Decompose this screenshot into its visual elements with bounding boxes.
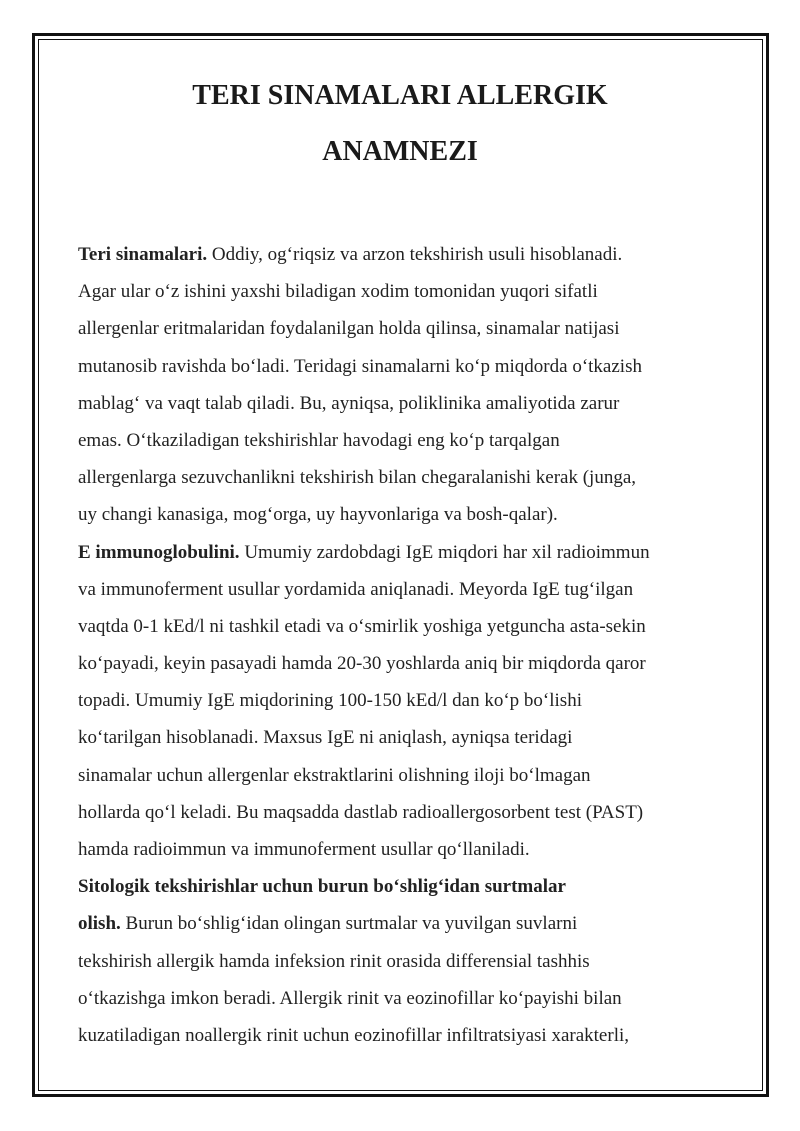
text-line (78, 310, 738, 347)
line-text: topadi. Umumiy IgE miqdorining 100-150 kEd/l dan ko‘p bo‘lishi (78, 690, 582, 712)
text-line (78, 794, 738, 831)
line-text: emas. O‘tkaziladigan tekshirishlar havodagi eng ko‘p tarqalgan (78, 429, 560, 451)
line-text: tekshirish allergik hamda infeksion rinit orasida differensial tashhis (78, 950, 590, 972)
line-text: sinamalar uchun allergenlar ekstraktlarini olishning iloji bo‘lmagan (78, 764, 591, 786)
text-line (78, 757, 738, 794)
line-text: Burun bo‘shlig‘idan olingan surtmalar va yuvilgan suvlarni (120, 913, 578, 935)
text-line (78, 1017, 738, 1054)
title-line-1: TERI SINAMALARI ALLERGIK (192, 80, 608, 111)
line-text: mablag‘ va vaqt talab qiladi. Bu, ayniqsa, poliklinika amaliyotida zarur (78, 392, 620, 414)
line-bold: Sitologik tekshirishlar uchun burun bo‘shlig‘idan surtmalar (78, 876, 566, 898)
line-text: mutanosib ravishda bo‘ladi. Teridagi sinamalarni ko‘p miqdorda o‘tkazish (78, 355, 642, 377)
text-line (78, 496, 738, 533)
text-line (78, 719, 738, 756)
line-text: Umumiy zardobdagi IgE miqdori har xil radioimmun (239, 541, 650, 563)
text-line (78, 905, 738, 942)
text-line (78, 348, 738, 385)
text-line (78, 980, 738, 1017)
line-bold: Teri sinamalari. (78, 244, 208, 265)
line-text: Agar ular o‘z ishini yaxshi biladigan xodim tomonidan yuqori sifatli (78, 281, 598, 303)
line-text: vaqtda 0-1 kEd/l ni tashkil etadi va o‘smirlik yoshiga yetguncha asta-sekin (78, 615, 646, 637)
line-bold: E immunoglobulini. (78, 541, 240, 563)
line-text: ko‘tarilgan hisoblanadi. Maxsus IgE ni aniqlash, ayniqsa teridagi (78, 727, 573, 749)
text-line (78, 571, 738, 608)
line-text: hamda radioimmun va immunoferment usullar qo‘llaniladi. (78, 839, 530, 860)
text-line (78, 385, 738, 422)
line-text: kuzatiladigan noallergik rinit uchun eozinofillar infiltratsiyasi xarakterli, (78, 1024, 629, 1046)
line-text: uy changi kanasiga, mog‘orga, uy hayvonlariga va bosh-qalar). (78, 504, 558, 526)
text-line (78, 236, 738, 273)
line-text: ko‘payadi, keyin pasayadi hamda 20-30 yoshlarda aniq bir miqdorda qaror (78, 653, 646, 675)
line-text: hollarda qo‘l keladi. Bu maqsadda dastlab radioallergosorbent test (PAST) (78, 801, 644, 823)
body-text (78, 236, 738, 1054)
text-line (78, 273, 738, 310)
line-text: va immunoferment usullar yordamida aniqlanadi. Meyorda IgE tug‘ilgan (78, 578, 634, 600)
text-line (78, 608, 738, 645)
text-line (78, 943, 738, 980)
text-line (78, 831, 738, 868)
text-line (78, 645, 738, 682)
page-title (40, 68, 760, 180)
line-text: Oddiy, og‘riqsiz va arzon tekshirish usuli hisoblanadi. (207, 244, 623, 265)
line-bold: olish. (78, 913, 121, 935)
text-line (78, 459, 738, 496)
title-line-2: ANAMNEZI (322, 136, 478, 167)
text-line (78, 868, 738, 905)
line-text: allergenlarga sezuvchanlikni tekshirish bilan chegaralanishi kerak (junga, (78, 467, 637, 489)
text-line (78, 422, 738, 459)
text-line (78, 534, 738, 571)
line-text: allergenlar eritmalaridan foydalanilgan holda qilinsa, sinamalar natijasi (78, 318, 620, 340)
line-text: o‘tkazishga imkon beradi. Allergik rinit va eozinofillar ko‘payishi bilan (78, 987, 622, 1009)
text-line (78, 682, 738, 719)
